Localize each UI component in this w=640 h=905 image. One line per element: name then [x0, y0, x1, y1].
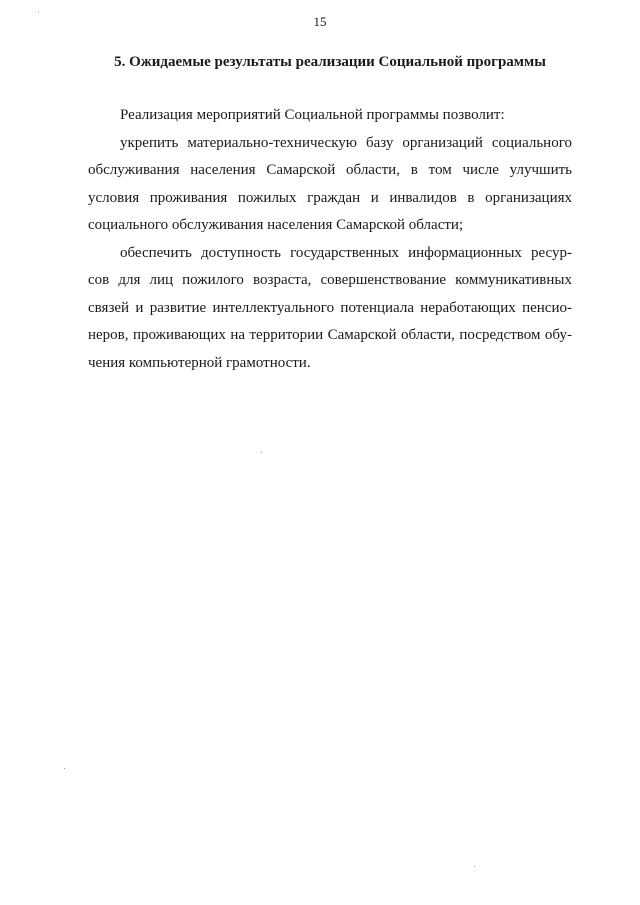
scan-speck: [64, 768, 65, 769]
intro-paragraph: Реализация мероприятий Социальной программы позволит:: [120, 107, 505, 123]
scan-speck: [474, 866, 475, 867]
scan-speck: [261, 452, 262, 453]
list-item-2: [88, 240, 572, 378]
body-text: [88, 102, 572, 377]
page-number: 15: [313, 14, 327, 29]
text-line: условия проживания пожилых граждан и инвалидов в организациях: [88, 189, 572, 206]
text-line: социального обслуживания населения Самарской области;: [88, 217, 464, 233]
list-item-1: [88, 130, 572, 240]
text-line: укрепить материально-техническую базу организаций социального: [120, 134, 572, 151]
text-line: обеспечить доступность государственных информационных ресур-: [120, 244, 572, 261]
scan-speck: [38, 12, 39, 13]
text-line: связей и развитие интеллектуального потенциала неработающих пенсио-: [88, 299, 572, 316]
text-line: обслуживания населения Самарской области, в том числе улучшить: [88, 162, 572, 178]
section-heading: 5. Ожидаемые результаты реализации Социальной программы: [114, 54, 546, 70]
text-line: чения компьютерной грамотности.: [88, 354, 311, 371]
text-line: неров, проживающих на территории Самарской области, посредством обу-: [88, 327, 572, 343]
text-line: сов для лиц пожилого возраста, совершенствование коммуникативных: [88, 272, 572, 288]
